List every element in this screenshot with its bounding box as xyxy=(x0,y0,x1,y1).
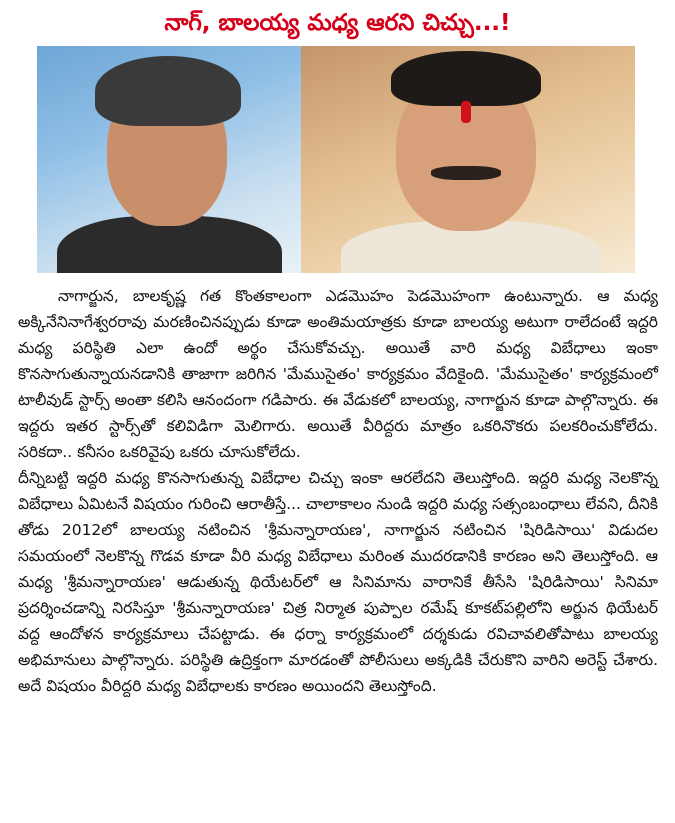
tilak-mark xyxy=(461,101,471,123)
photo-strip xyxy=(37,46,635,273)
article-body xyxy=(18,283,658,699)
portrait-photo-left xyxy=(37,46,301,273)
article-paragraph-1: నాగార్జున, బాలకృష్ణ గత కొంతకాలంగా ఎడమొహం పెడమొహంగా ఉంటున్నారు. ఆ మధ్య అక్కినేనినాగేశ్వరరావు మరణించినప్పుడు కూడా అంతిమయాత్రకు కూడా బాలయ్య అటుగా రాలేదంటే ఇద్దరి మధ్య పరిస్థితి ఎలా ఉందో అర్థం చేసుకోవచ్చు. అయితే వారి మధ్య విబేధాలు ఇంకా కొనసాగుతున్నాయనడానికి తాజాగా జరిగిన 'మేముసైతం' కార్యక్రమం వేదికైంది. 'మేముసైతం' కార్యక్రమంలో టాలీవుడ్ స్టార్స్ అంతా కలిసి ఆనందంగా గడిపారు. ఈ వేడుకలో బాలయ్య, నాగార్జున కూడా పాల్గొన్నారు. ఈ ఇద్దరు ఇతర స్టార్స్‌తో కలివిడిగా మెలిగారు. అయితే వీరిద్దరు మాత్రం ఒకరినొకరు పలకరించుకోలేదు. సరికదా.. కనీసం ఒకరివైపు ఒకరు చూసుకోలేదు. xyxy=(18,287,658,461)
article-paragraph-2: దీన్నిబట్టి ఇద్దరి మధ్య కొనసాగుతున్న విబేధాల చిచ్చు ఇంకా ఆరలేదని తెలుస్తోంది. ఇద్దరి మధ్య నెలకొన్న విబేధాలు ఏమిటనే విషయం గురించి ఆరాతీస్తే... చాలాకాలం నుండి ఇద్దరి మధ్య సత్సంబంధాలు లేవని, దీనికి తోడు 2012లో బాలయ్య నటించిన 'శ్రీమన్నారాయణ', నాగార్జున నటించిన 'షిరిడిసాయి' విడుదల సమయంలో నెలకొన్న గొడవ కూడా వీరి మధ్య విబేధాలు మరింత ముదరడానికి కారణం అని తెలుస్తోంది. ఆ మధ్య 'శ్రీమన్నారాయణ' ఆడుతున్న థియేటర్‌లో ఆ సినిమాను వారానికే తీసేసి 'షిరిడిసాయి' సినిమా ప్రదర్శించడాన్ని నిరసిస్తూ 'శ్రీమన్నారాయణ' చిత్ర నిర్మాత పుప్పాల రమేష్ కూకట్‌పల్లిలోని అర్జున థియేటర్ వద్ద ఆందోళన కార్యక్రమాలు చేపట్టాడు. ఈ ధర్నా కార్యక్రమంలో దర్శకుడు రవిచావలితోపాటు బాలయ్య అభిమానులు పాల్గొన్నారు. పరిస్థితి ఉద్రిక్తంగా మారడంతో పోలీసులు అక్కడికి చేరుకొని వారిని అరెస్ట్ చేశారు. అదే విషయం వీరిద్దరి మధ్య విబేధాలకు కారణం అయిందని తెలుస్తోంది. xyxy=(18,469,658,695)
portrait-hair-shape xyxy=(95,56,241,126)
mustache-shape xyxy=(431,166,501,180)
headline: నాగ్, బాలయ్య మధ్య ఆరని చిచ్చు...! xyxy=(164,10,511,36)
portrait-photo-right xyxy=(301,46,635,273)
portrait-hair-shape xyxy=(391,51,541,106)
